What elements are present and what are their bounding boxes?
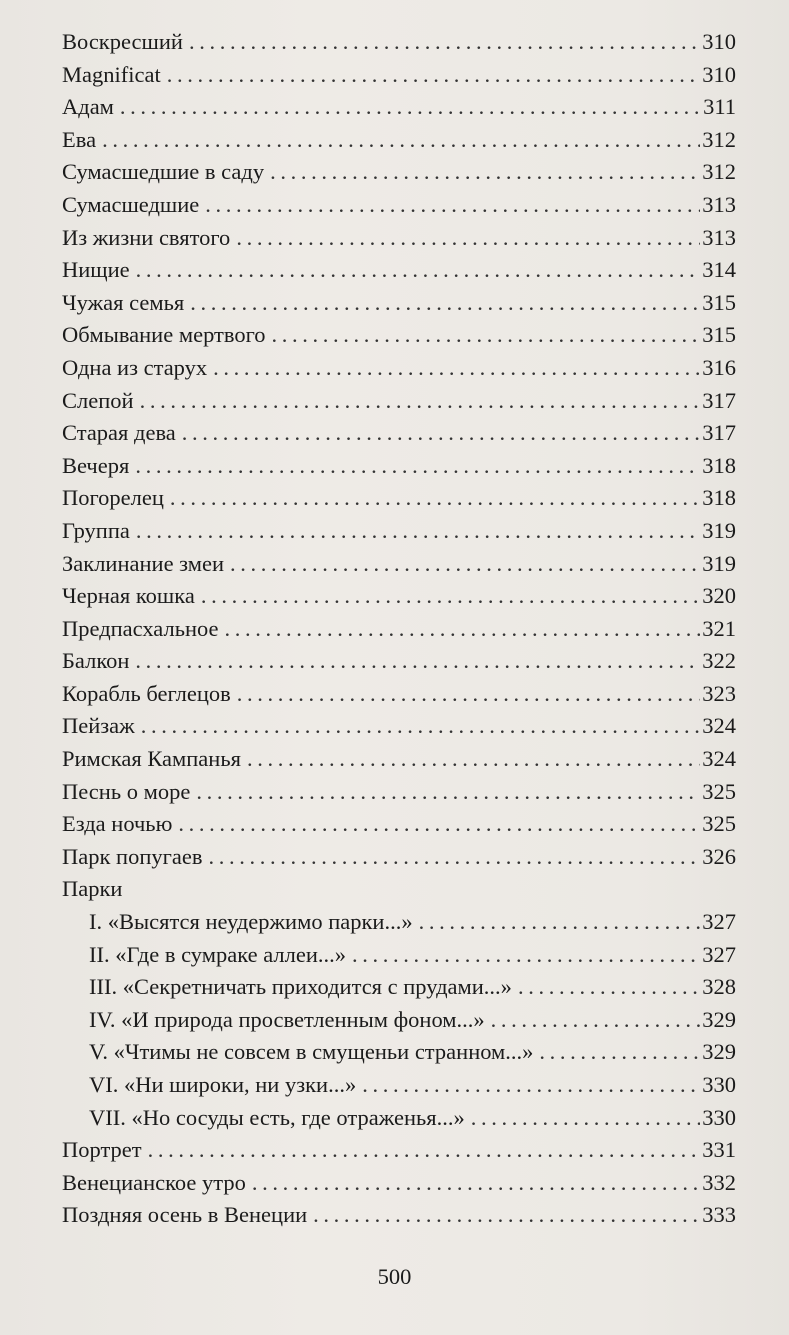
toc-entry	[62, 1069, 736, 1102]
toc-entry-page: 332	[702, 1169, 736, 1195]
dot-leader	[141, 710, 701, 743]
toc-entry	[62, 352, 736, 385]
toc-entry-page: 313	[702, 191, 736, 217]
toc-entry-title: Адам	[62, 94, 114, 120]
dot-leader	[120, 91, 701, 124]
page-number: 500	[377, 1264, 412, 1289]
toc-entry-title: III. «Секретничать приходится с прудами...»	[89, 974, 512, 1000]
toc-entry	[62, 417, 736, 450]
dot-leader	[189, 26, 700, 59]
dot-leader	[170, 482, 700, 515]
dot-leader	[252, 1167, 700, 1200]
toc-entry-page: 312	[702, 126, 736, 152]
toc-entry	[62, 222, 736, 255]
toc-entry	[62, 385, 736, 418]
dot-leader	[471, 1102, 701, 1135]
toc-entry-title: Заклинание змеи	[62, 550, 225, 576]
toc-entry-title: Пейзаж	[62, 713, 135, 739]
toc-entry-title: Одна из старух	[62, 354, 208, 380]
toc-entry	[62, 26, 736, 59]
toc-entry	[62, 124, 736, 157]
dot-leader	[419, 906, 701, 939]
dot-leader	[190, 287, 700, 320]
toc-entry	[62, 515, 736, 548]
toc-entry-title: Воскресший	[62, 29, 183, 54]
dot-leader	[518, 971, 700, 1004]
toc-entry	[62, 971, 736, 1004]
toc-entry	[62, 91, 736, 124]
toc-entry	[62, 1036, 736, 1069]
toc-entry-title: IV. «И природа просветленным фоном...»	[89, 1006, 485, 1032]
toc-entry	[62, 645, 736, 678]
dot-leader	[140, 385, 701, 418]
toc-entry-title: Погорелец	[62, 485, 164, 511]
toc-entry	[62, 287, 736, 320]
toc-entry	[62, 59, 736, 92]
toc-entry-title: Венецианское утро	[62, 1169, 246, 1195]
toc-entry-page: 319	[702, 517, 736, 543]
toc-entry-page: 325	[702, 811, 736, 837]
toc-entry-title: Парки	[62, 876, 123, 902]
toc-entry-title: Чужая семья	[62, 289, 185, 315]
toc-entry-page: 324	[702, 713, 736, 739]
dot-leader	[178, 808, 700, 841]
toc-entry-title: Вечеря	[62, 452, 130, 478]
toc-entry	[62, 254, 736, 287]
toc-entry-page: 315	[702, 289, 736, 315]
toc-entry-title: Нищие	[62, 257, 130, 283]
toc-entry-title: Черная кошка	[62, 583, 195, 609]
toc-entry-page: 318	[702, 485, 736, 511]
toc-entry	[62, 156, 736, 189]
toc-entry	[62, 743, 736, 776]
toc-entry-title: Корабль беглецов	[62, 680, 231, 706]
toc-entry-title: Сумасшедшие в саду	[62, 159, 265, 185]
toc-entry-title: Песнь о море	[62, 778, 191, 804]
toc-entry	[62, 808, 736, 841]
toc-entry-page: 315	[702, 322, 736, 348]
toc-entry-page: 314	[702, 257, 736, 283]
toc-entry	[62, 580, 736, 613]
toc-entry	[62, 613, 736, 646]
toc-entry-title: Езда ночью	[62, 811, 173, 837]
toc-entry	[62, 1102, 736, 1135]
toc-entry-title: Старая дева	[62, 420, 176, 446]
dot-leader	[148, 1134, 701, 1167]
toc-entry-page: 328	[702, 974, 736, 1000]
dot-leader	[135, 645, 700, 678]
toc-entry-title: Magnificat	[62, 61, 161, 87]
dot-leader	[201, 580, 700, 613]
toc-entry	[62, 939, 736, 972]
toc-entry-title: Сумасшедшие	[62, 191, 200, 217]
toc-entry-page: 311	[703, 94, 736, 120]
toc-entry-page: 321	[702, 615, 736, 641]
dot-leader	[362, 1069, 700, 1102]
toc-entry-title: VII. «Но сосуды есть, где отраженья...»	[89, 1104, 465, 1130]
toc-entry	[62, 710, 736, 743]
toc-entry	[62, 319, 736, 352]
toc-entry-page: 317	[702, 387, 736, 413]
toc-entry-title: VI. «Ни широки, ни узки...»	[89, 1072, 357, 1097]
dot-leader	[539, 1036, 700, 1069]
toc-entry-title: Слепой	[62, 387, 134, 413]
toc-entry-page: 316	[702, 354, 736, 380]
toc-entry	[62, 841, 736, 874]
dot-leader	[352, 939, 700, 972]
dot-leader	[236, 222, 700, 255]
toc-entry-page: 326	[702, 843, 736, 869]
toc-entry-page: 327	[702, 909, 736, 935]
toc-entry-title: Поздняя осень в Венеции	[62, 1202, 308, 1228]
toc-entry	[62, 873, 736, 906]
toc-entry-page: 331	[702, 1137, 736, 1163]
dot-leader	[237, 678, 701, 711]
toc-entry-title: V. «Чтимы не совсем в смущеньи странном...»	[89, 1039, 534, 1065]
dot-leader	[102, 124, 700, 157]
dot-leader	[270, 156, 700, 189]
toc-entry-page: 319	[702, 550, 736, 576]
toc-entry-page: 312	[702, 159, 736, 185]
dot-leader	[205, 189, 700, 222]
dot-leader	[230, 548, 700, 581]
dot-leader	[182, 417, 700, 450]
toc-entry-page: 318	[702, 452, 736, 478]
table-of-contents	[62, 26, 736, 1232]
toc-entry-page: 323	[702, 680, 736, 706]
dot-leader	[491, 1004, 701, 1037]
toc-entry	[62, 189, 736, 222]
toc-entry-title: Группа	[62, 517, 130, 543]
toc-entry	[62, 482, 736, 515]
toc-entry-title: Ева	[62, 126, 97, 152]
toc-entry-page: 313	[702, 224, 736, 250]
toc-entry	[62, 548, 736, 581]
dot-leader	[135, 450, 700, 483]
toc-entry-title: I. «Высятся неудержимо парки...»	[89, 909, 413, 935]
toc-entry-page: 330	[702, 1072, 736, 1097]
toc-entry	[62, 1134, 736, 1167]
toc-entry-title: Обмывание мертвого	[62, 322, 266, 348]
toc-entry	[62, 776, 736, 809]
toc-entry-page: 324	[702, 746, 736, 772]
toc-entry-title: Из жизни святого	[62, 224, 231, 250]
dot-leader	[167, 59, 701, 92]
dot-leader	[196, 776, 700, 809]
toc-entry-title: Предпасхальное	[62, 615, 219, 641]
toc-entry-title: Балкон	[62, 648, 130, 674]
toc-entry	[62, 450, 736, 483]
toc-entry-page: 329	[702, 1039, 736, 1065]
toc-entry-title: Портрет	[62, 1137, 142, 1163]
dot-leader	[225, 613, 701, 646]
toc-entry	[62, 678, 736, 711]
toc-entry-page: 310	[702, 29, 736, 54]
toc-entry-page: 310	[702, 61, 736, 87]
toc-entry-page: 330	[702, 1104, 736, 1130]
dot-leader	[313, 1199, 700, 1232]
dot-leader	[247, 743, 700, 776]
toc-entry-title: Парк попугаев	[62, 843, 203, 869]
dot-leader	[213, 352, 700, 385]
toc-entry-page: 329	[702, 1006, 736, 1032]
toc-entry-page: 327	[702, 941, 736, 967]
toc-entry-title: II. «Где в сумраке аллеи...»	[89, 941, 347, 967]
toc-entry	[62, 906, 736, 939]
toc-entry-page: 333	[702, 1202, 736, 1228]
dot-leader	[272, 319, 701, 352]
toc-entry-page: 325	[702, 778, 736, 804]
toc-entry-page: 320	[702, 583, 736, 609]
toc-entry-page: 317	[702, 420, 736, 446]
dot-leader	[136, 515, 700, 548]
toc-entry-title: Римская Кампанья	[62, 746, 241, 772]
dot-leader	[136, 254, 701, 287]
toc-entry-page: 322	[702, 648, 736, 674]
toc-entry	[62, 1199, 736, 1232]
toc-entry	[62, 1004, 736, 1037]
toc-entry	[62, 1167, 736, 1200]
dot-leader	[208, 841, 700, 874]
